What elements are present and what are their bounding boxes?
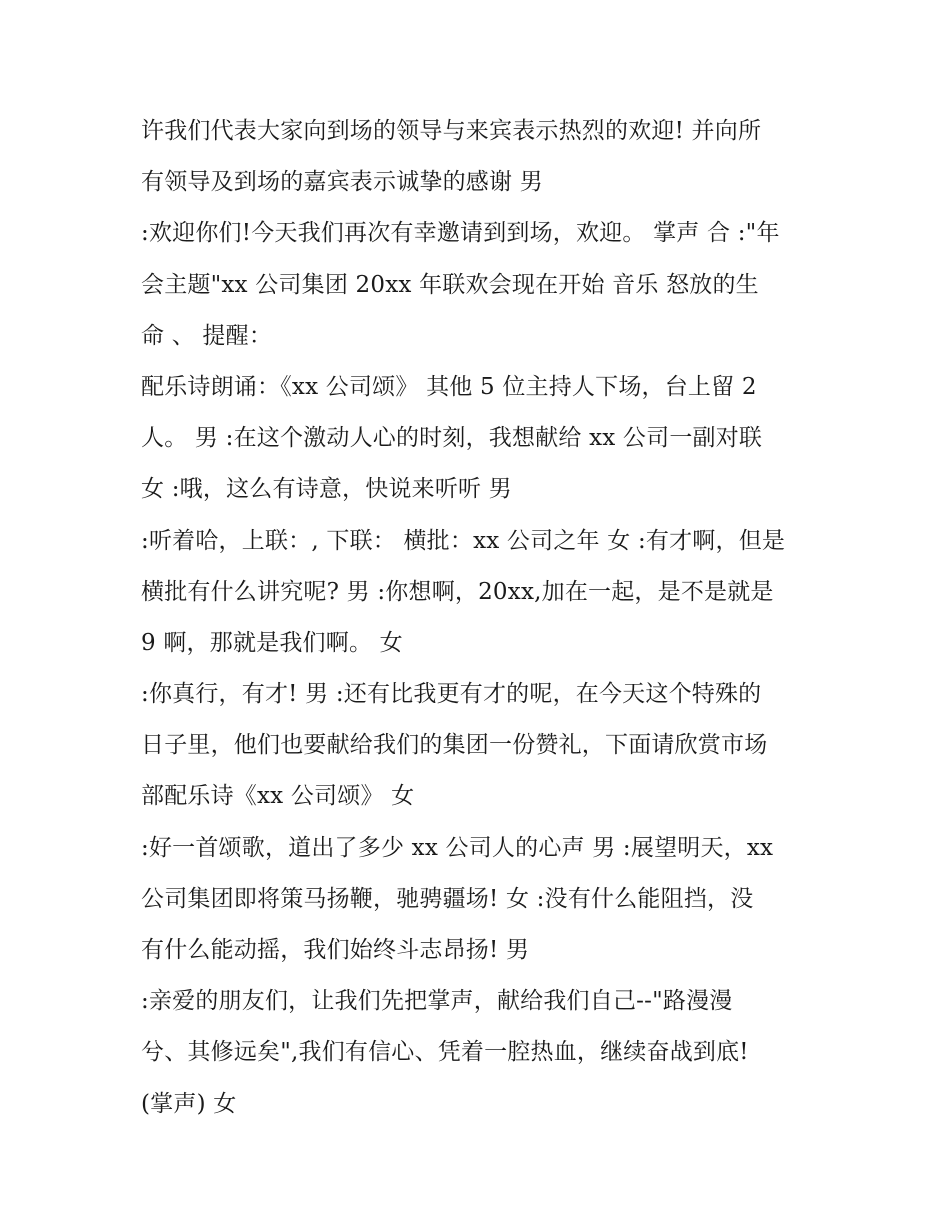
text-line: :好一首颂歌，道出了多少 xx 公司人的心声 男 :展望明天，xx [141, 834, 774, 861]
text-line: 命 、 提醒： [141, 322, 273, 349]
text-line: :亲爱的朋友们，让我们先把掌声，献给我们自己--"路漫漫 [141, 988, 733, 1015]
text-line: 日子里，他们也要献给我们的集团一份赞礼，下面请欣赏市场 [141, 732, 768, 759]
text-line: (掌声) 女 [141, 1090, 237, 1117]
text-line: 有领导及到场的嘉宾表示诚挚的感谢 男 [141, 169, 543, 196]
text-line: 配乐诗朗诵：《xx 公司颂》 其他 5 位主持人下场，台上留 2 [141, 373, 757, 400]
text-line: 女 :哦，这么有诗意，快说来听听 男 [141, 476, 512, 503]
body-text [141, 106, 831, 1130]
text-line: 部配乐诗《xx 公司颂》 女 [141, 783, 415, 810]
text-line: 有什么能动摇，我们始终斗志昂扬! 男 [141, 937, 530, 963]
text-line: 会主题"xx 公司集团 20xx 年联欢会现在开始 音乐 怒放的生 [141, 271, 759, 298]
text-line: :听着哈，上联：, 下联： 横批：xx 公司之年 女 :有才啊，但是 [141, 527, 786, 554]
text-line: :你真行，有才! 男 :还有比我更有才的呢，在今天这个特殊的 [141, 681, 762, 708]
text-line: 兮、其修远矣",我们有信心、凭着一腔热血，继续奋战到底! [141, 1039, 749, 1066]
text-line: 9 啊，那就是我们啊。 女 [141, 629, 403, 656]
text-line: :欢迎你们!今天我们再次有幸邀请到到场，欢迎。 掌声 合 :"年 [141, 220, 780, 247]
text-line: 人。 男 :在这个激动人心的时刻，我想献给 xx 公司一副对联 [141, 425, 763, 452]
text-line: 许我们代表大家向到场的领导与来宾表示热烈的欢迎! 并向所 [141, 118, 762, 144]
text-line: 公司集团即将策马扬鞭，驰骋疆场! 女 :没有什么能阻挡，没 [141, 885, 754, 912]
text-line: 横批有什么讲究呢? 男 :你想啊，20xx,加在一起，是不是就是 [141, 578, 774, 605]
